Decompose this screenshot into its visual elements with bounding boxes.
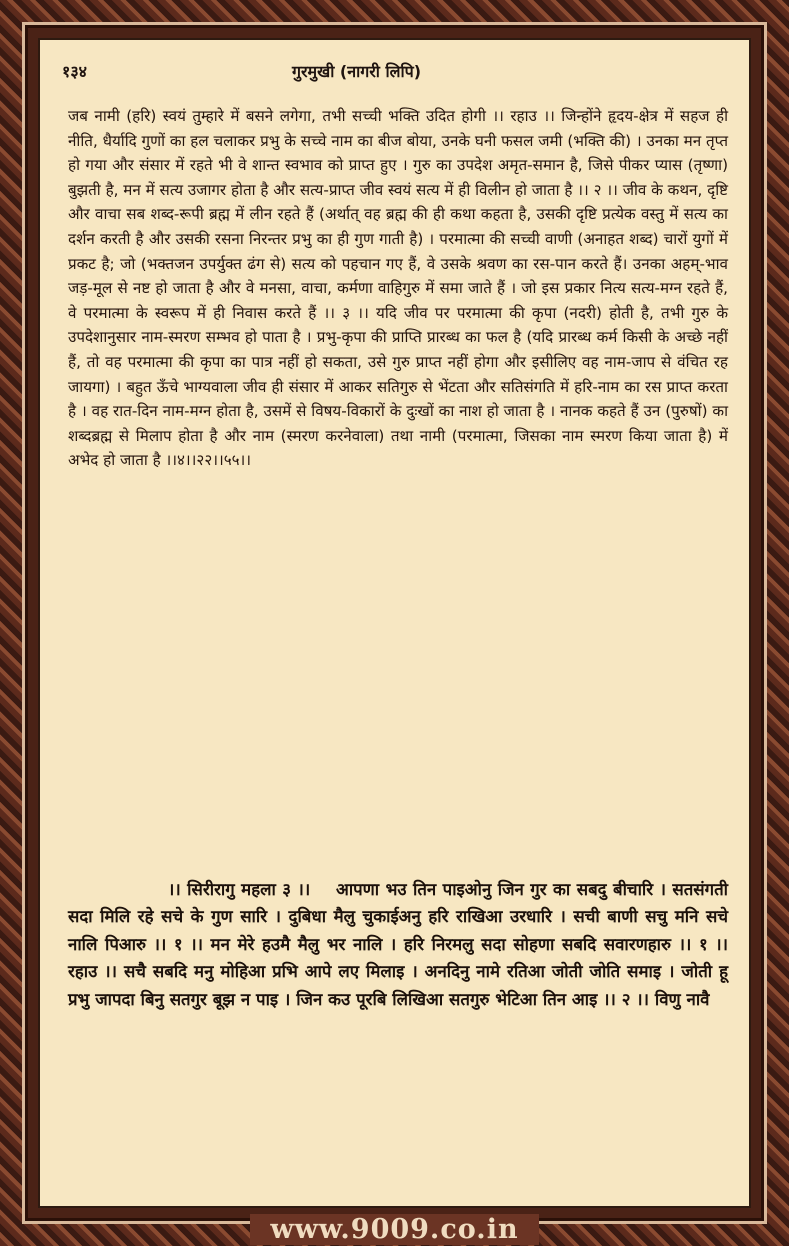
gurbani-paragraph	[68, 876, 728, 1013]
book-page	[38, 38, 751, 1208]
page-number: १३४	[62, 62, 87, 81]
gurbani-text	[68, 876, 728, 1013]
commentary-paragraph: जब नामी (हरि) स्वयं तुम्हारे में बसने लगेगा, तभी सच्ची भक्ति उदित होगी ।। रहाउ ।। जिन्होंने हृदय-क्षेत्र में सहज ही नीति, धैर्यादि गुणों का हल चलाकर प्रभु के सच्चे नाम का बीज बोया, उनके घनी फसल जमी (भक्ति की) । उनका मन तृप्त हो गया और संसार में रहते भी वे शान्त स्वभाव को प्राप्त हुए । गुरु का उपदेश अमृत-समान है, जिसे पीकर प्यास (तृष्णा) बुझती है, मन में सत्य उजागर होता है और सत्य-प्राप्त जीव स्वयं सत्य में ही विलीन हो जाता है ।। २ ।। जीव के कथन, दृष्टि और वाचा सब शब्द-रूपी ब्रह्म में लीन रहते हैं (अर्थात् वह ब्रह्म की ही कथा कहता है, उसकी दृष्टि प्रत्येक वस्तु में सत्य का दर्शन करती है और उसकी रसना निरन्तर प्रभु का ही गुण गाती है) । परमात्मा की सच्ची वाणी (अनाहत शब्द) चारों युगों में प्रकट है; जो (भक्तजन उपर्युक्त ढंग से) सत्य को पहचान गए हैं, वे उसके श्रवण का रस-पान करते हैं। उनका अहम्-भाव जड़-मूल से नष्ट हो जाता है और वे मनसा, वाचा, कर्मणा वाहिगुरु में समा जाते हैं । जो इस प्रकार नित्य सत्य-मग्न रहते हैं, वे परमात्मा के स्वरूप में ही निवास करते हैं ।। ३ ।। यदि जीव पर परमात्मा की कृपा (नदरी) होती है, तभी गुरु के उपदेशानुसार नाम-स्मरण सम्भव हो पाता है । प्रभु-कृपा की प्राप्ति प्रारब्ध का फल है (यदि प्रारब्ध कर्म किसी के अच्छे नहीं हैं, तो वह परमात्मा की कृपा का पात्र नहीं हो सकता, उसे गुरु प्राप्त नहीं होगा और इसीलिए वह नाम-जाप से वंचित रह जायगा) । बहुत ऊँचे भाग्यवाला जीव ही संसार में आकर सतिगुरु से भेंटता और सतिसंगति में हरि-नाम का रस प्राप्त करता है । वह रात-दिन नाम-मग्न होता है, उसमें से विषय-विकारों के दुःखों का नाश हो जाता है । नानक कहते हैं उन (पुरुषों) का शब्दब्रह्म से मिलाप होता है और नाम (स्मरण करनेवाला) तथा नामी (परमात्मा, जिसका नाम स्मरण किया जाता है) में अभेद हो जाता है ।।४।।२२।।५५।।	[68, 107, 728, 470]
commentary-text	[68, 104, 728, 473]
gurbani-heading: ।। सिरीरागु महला ३ ।।	[168, 879, 311, 899]
page-header	[62, 60, 727, 86]
gurbani-verse: आपणा भउ तिन पाइओनु जिन गुर का सबदु बीचारि । सतसंगती सदा मिलि रहे सचे के गुण सारि । दुबिधा मैलु चुकाईअनु हरि राखिआ उरधारि । सची बाणी सचु मनि सचे नालि पिआरु ।। १ ।। मन मेरे हउमै मैलु भर नालि । हरि निरमलु सदा सोहणा सबदि सवारणहारु ।। १ ।। रहाउ ।। सचै सबदि मनु मोहिआ प्रभि आपे लए मिलाइ । अनदिनु नामे रतिआ जोती जोति समाइ । जोती हू प्रभु जापदा बिनु सतगुर बूझ न पाइ । जिन कउ पूरबि लिखिआ सतगुरु भेटिआ तिन आइ ।। २ ।। विणु नावै	[68, 879, 729, 1009]
page-title: गुरमुखी (नागरी लिपि)	[292, 62, 422, 81]
website-footer	[0, 1214, 789, 1244]
website-url: www.9009.co.in	[250, 1214, 538, 1245]
